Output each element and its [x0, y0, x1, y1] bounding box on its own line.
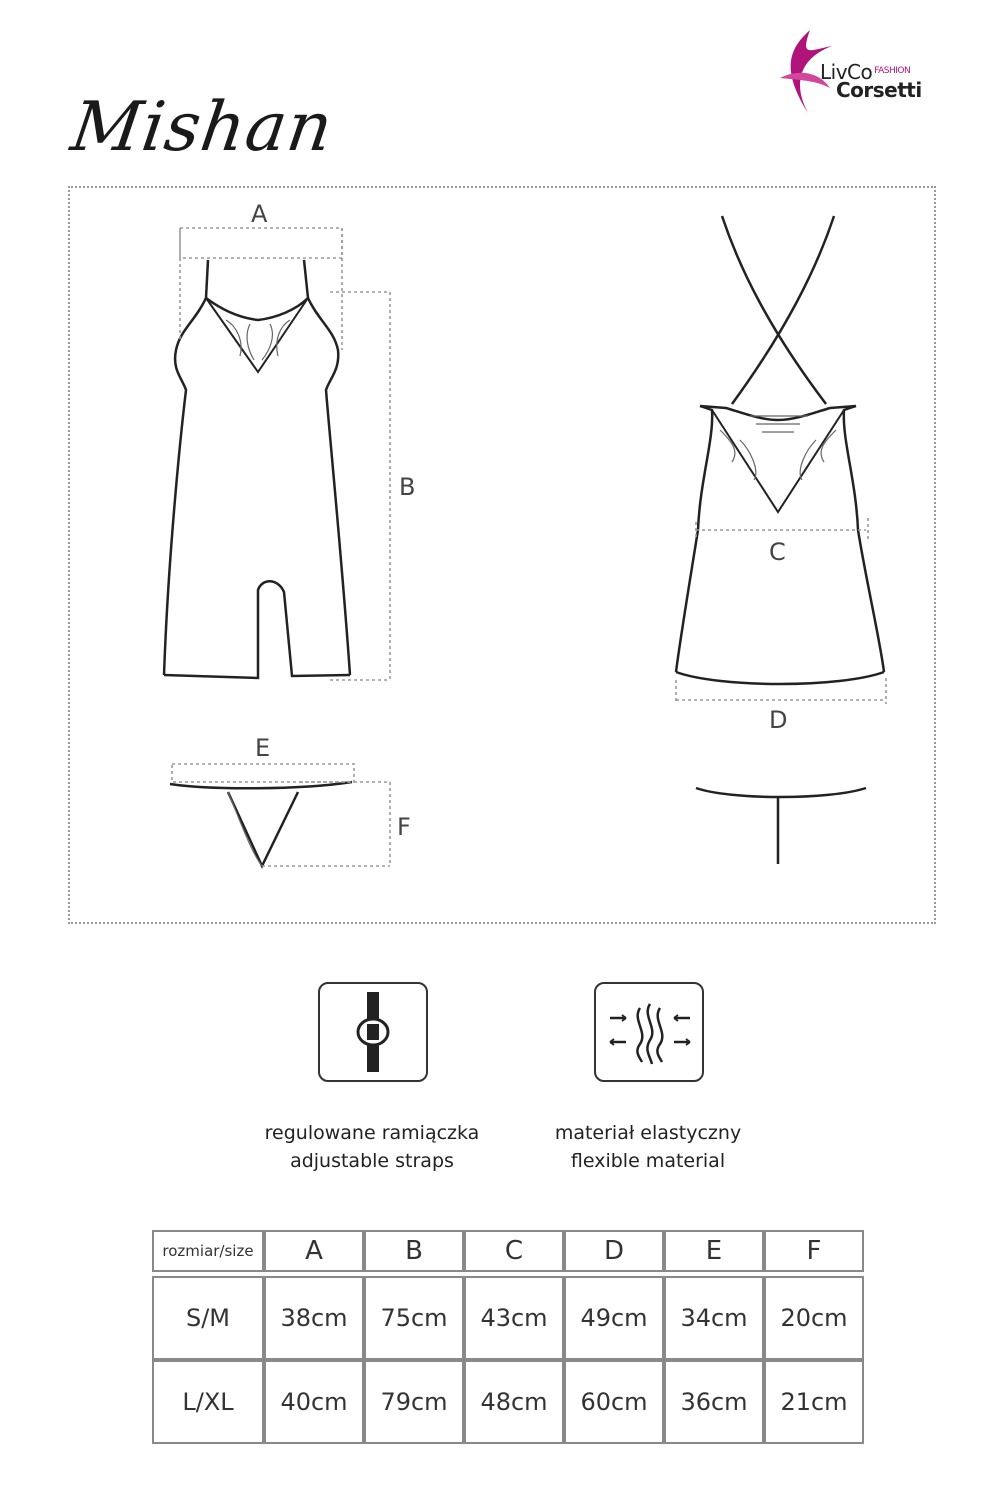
elastic-material-icon	[594, 982, 704, 1082]
feature-straps-line1: regulowane ramiączka	[264, 1122, 480, 1144]
chemise-back-drawing	[676, 216, 884, 684]
feature-material-text	[498, 1119, 798, 1175]
product-title: Mishan	[66, 88, 338, 167]
dimension-a-label: A	[251, 200, 268, 228]
size-table-col-e: E	[664, 1230, 764, 1272]
size-value: 75cm	[364, 1276, 464, 1360]
size-label: S/M	[152, 1276, 264, 1360]
feature-straps-text	[222, 1119, 522, 1175]
feature-material-line1: materiał elastyczny	[554, 1122, 742, 1144]
size-table-col-d: D	[564, 1230, 664, 1272]
thong-back-drawing	[696, 788, 866, 864]
thong-front-drawing	[170, 782, 352, 866]
dimension-c-label: C	[769, 538, 786, 566]
size-table-row	[152, 1360, 864, 1444]
feature-straps-line2: adjustable straps	[290, 1150, 454, 1172]
size-value: 43cm	[464, 1276, 564, 1360]
size-table-corner: rozmiar/size	[152, 1230, 264, 1272]
adjustable-strap-icon	[318, 982, 428, 1082]
size-table	[152, 1230, 864, 1444]
size-value: 38cm	[264, 1276, 364, 1360]
size-value: 49cm	[564, 1276, 664, 1360]
size-value: 36cm	[664, 1360, 764, 1444]
size-value: 21cm	[764, 1360, 864, 1444]
size-value: 60cm	[564, 1360, 664, 1444]
size-table-col-c: C	[464, 1230, 564, 1272]
size-value: 40cm	[264, 1360, 364, 1444]
dimension-b-label: B	[399, 473, 416, 501]
feature-material-line2: flexible material	[570, 1150, 726, 1172]
size-table-row	[152, 1276, 864, 1360]
size-label: L/XL	[152, 1360, 264, 1444]
size-value: 79cm	[364, 1360, 464, 1444]
size-value: 34cm	[664, 1276, 764, 1360]
dimension-d-label: D	[769, 706, 788, 734]
size-table-col-a: A	[264, 1230, 364, 1272]
size-value: 48cm	[464, 1360, 564, 1444]
brand-name-line2: Corsetti	[836, 78, 922, 102]
size-table-col-f: F	[764, 1230, 864, 1272]
size-table-col-b: B	[364, 1230, 464, 1272]
size-value: 20cm	[764, 1276, 864, 1360]
dimension-e-label: E	[255, 734, 271, 762]
dimension-f-label: F	[397, 813, 411, 841]
size-table-header	[152, 1230, 864, 1272]
brand-name-line1: LivCo $^{FASHION}$	[820, 60, 911, 84]
chemise-front-drawing	[164, 260, 350, 678]
